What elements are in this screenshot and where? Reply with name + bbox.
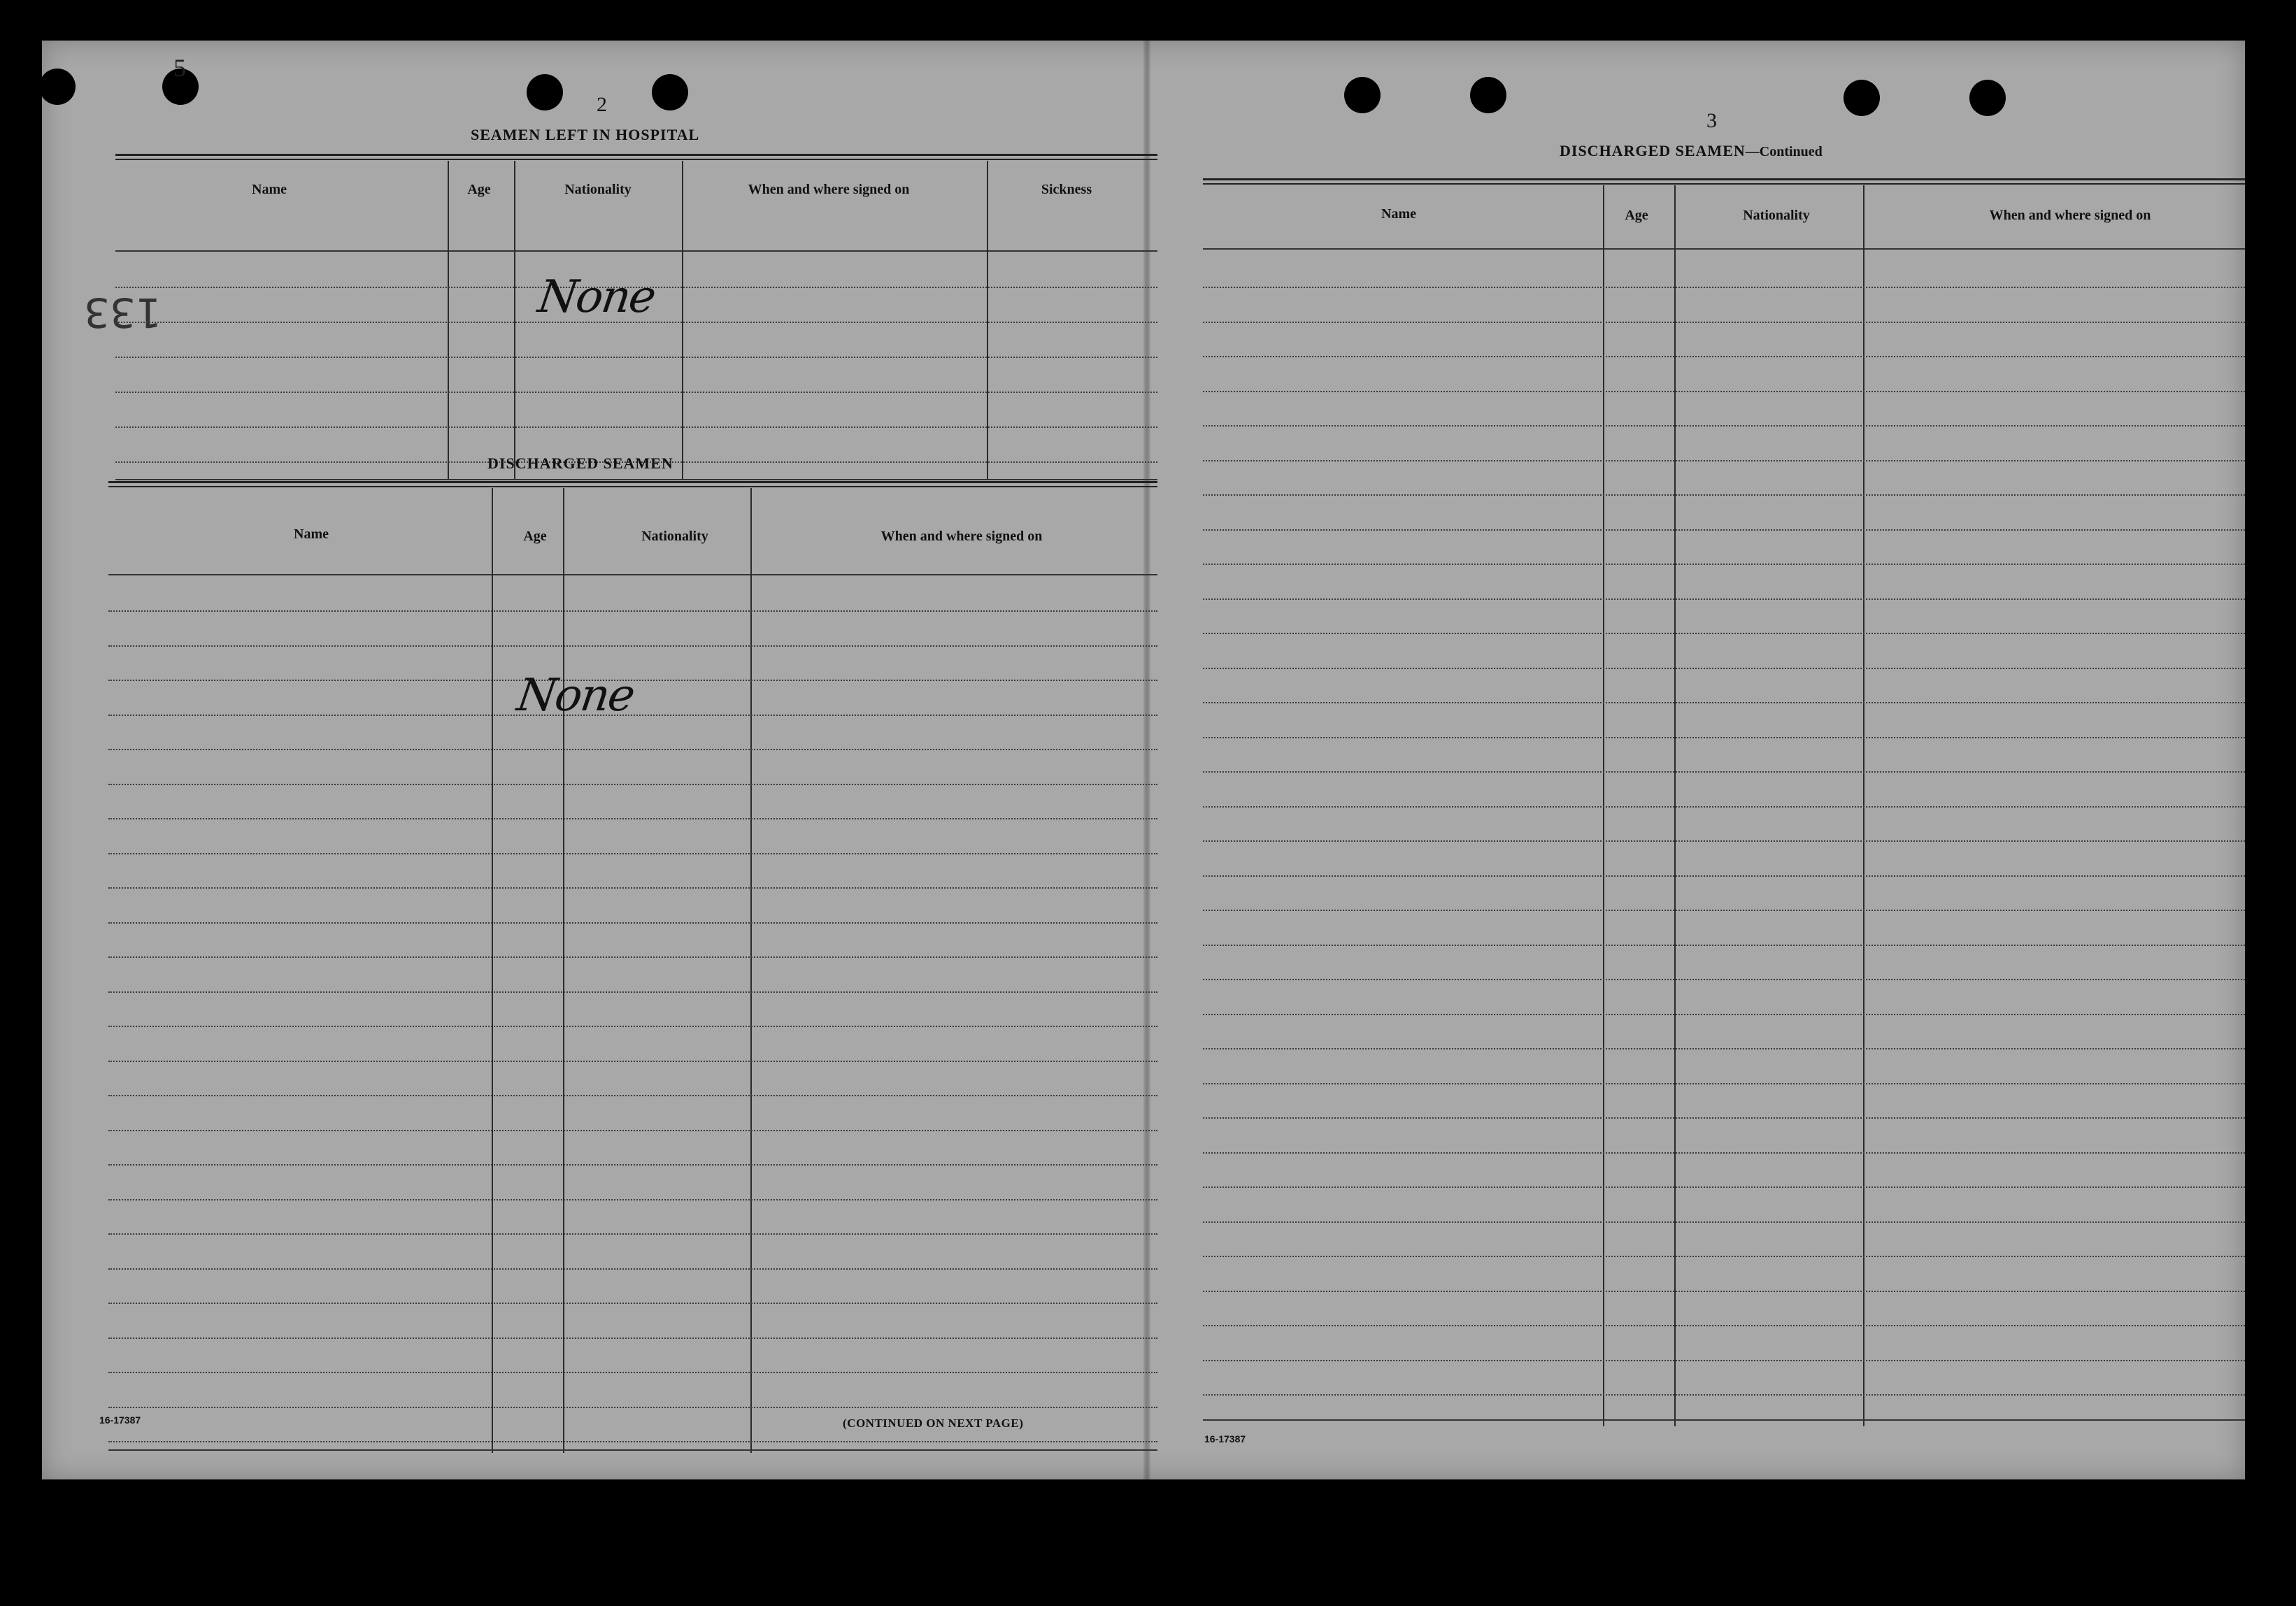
punch-hole <box>1470 77 1506 113</box>
col-head-signed-on: When and where signed on <box>748 182 910 197</box>
table-row <box>1203 529 2245 531</box>
table-row <box>1203 945 2245 946</box>
col-head-nationality: Nationality <box>564 182 632 197</box>
col-head-nationality: Nationality <box>641 529 708 544</box>
punch-hole <box>527 74 563 110</box>
form-code-right: 16-17387 <box>1204 1433 1246 1444</box>
table-row <box>108 1095 1157 1096</box>
table-row <box>1203 910 2245 911</box>
table-row <box>108 1130 1157 1131</box>
col-head-signed-on: When and where signed on <box>880 529 1043 544</box>
table-row <box>1203 1256 2245 1257</box>
table-row <box>108 645 1157 647</box>
table-row <box>1203 1394 2245 1396</box>
page-number-left: 2 <box>597 93 607 116</box>
table-row <box>108 1372 1157 1373</box>
col-head-age: Age <box>1625 208 1648 223</box>
table-row <box>1203 633 2245 634</box>
table-row <box>1203 1221 2245 1223</box>
title-main: DISCHARGED SEAMEN <box>1560 142 1746 159</box>
col-head-sickness: Sickness <box>1041 182 1092 197</box>
table-row <box>108 784 1157 785</box>
table-row <box>108 853 1157 854</box>
table-row <box>115 426 1157 428</box>
table-row <box>1203 1291 2245 1292</box>
table-row <box>1203 425 2245 426</box>
table-row <box>108 922 1157 924</box>
table-row <box>1203 1014 2245 1015</box>
table-row <box>1203 737 2245 738</box>
continued-note: (CONTINUED ON NEXT PAGE) <box>843 1417 1024 1430</box>
table-row <box>108 749 1157 750</box>
punch-hole <box>39 69 76 105</box>
table-row <box>1203 702 2245 703</box>
table-row <box>108 1061 1157 1062</box>
table-row <box>1203 1360 2245 1361</box>
table-row <box>1203 391 2245 392</box>
table-row <box>1203 1152 2245 1154</box>
col-head-signed-on: When and where signed on <box>1989 208 2151 223</box>
table-row <box>1203 1117 2245 1119</box>
table-row <box>108 991 1157 993</box>
table-row <box>108 610 1157 612</box>
table-row <box>1203 598 2245 600</box>
punch-hole <box>1344 77 1381 113</box>
table-row <box>1203 287 2245 288</box>
table-row <box>1203 460 2245 461</box>
table-row <box>108 1268 1157 1270</box>
col-head-name: Name <box>252 182 287 197</box>
col-head-nationality: Nationality <box>1743 208 1810 223</box>
table-row <box>115 357 1157 358</box>
form-code-left: 16-17387 <box>99 1414 141 1426</box>
table-row <box>1203 1048 2245 1049</box>
table-row <box>108 1026 1157 1027</box>
punch-hole <box>1844 80 1880 116</box>
table-row <box>108 715 1157 716</box>
table-row <box>1203 771 2245 773</box>
table-row <box>108 1164 1157 1166</box>
discharged-continued-title <box>1560 142 1823 160</box>
hospital-entry: None <box>534 271 658 323</box>
table-row <box>1203 806 2245 808</box>
corner-mark: 5 <box>173 54 186 82</box>
title-suffix: —Continued <box>1745 144 1823 159</box>
table-row <box>1203 1083 2245 1084</box>
table-row <box>1203 322 2245 323</box>
table-row <box>1203 564 2245 565</box>
margin-mark: 133 <box>84 289 162 336</box>
table-row <box>115 392 1157 393</box>
hospital-section-title: SEAMEN LEFT IN HOSPITAL <box>471 126 700 143</box>
table-row <box>1203 875 2245 877</box>
table-row <box>108 1233 1157 1235</box>
table-row <box>1203 979 2245 980</box>
punch-hole <box>652 74 688 110</box>
discharged-section-title: DISCHARGED SEAMEN <box>487 454 673 472</box>
punch-hole <box>1969 80 2006 116</box>
table-row <box>108 1338 1157 1339</box>
table-row <box>108 1441 1157 1442</box>
table-row <box>108 1199 1157 1200</box>
col-head-age: Age <box>467 182 491 197</box>
document-sheet <box>42 41 2245 1479</box>
discharged-table-right <box>1203 178 2245 1423</box>
table-row <box>1203 494 2245 496</box>
table-row <box>108 956 1157 958</box>
col-head-name: Name <box>294 526 329 542</box>
discharged-table-left <box>108 481 1157 1453</box>
table-row <box>108 818 1157 819</box>
table-row <box>1203 840 2245 842</box>
table-row <box>108 1407 1157 1408</box>
table-row <box>1203 668 2245 669</box>
page-number-right: 3 <box>1706 109 1717 132</box>
table-row <box>108 1303 1157 1304</box>
discharged-entry: None <box>513 670 637 722</box>
col-head-name: Name <box>1381 206 1416 222</box>
table-row <box>1203 1186 2245 1188</box>
table-row <box>1203 1325 2245 1326</box>
table-row <box>108 887 1157 889</box>
table-row <box>1203 356 2245 357</box>
col-head-age: Age <box>523 529 547 544</box>
